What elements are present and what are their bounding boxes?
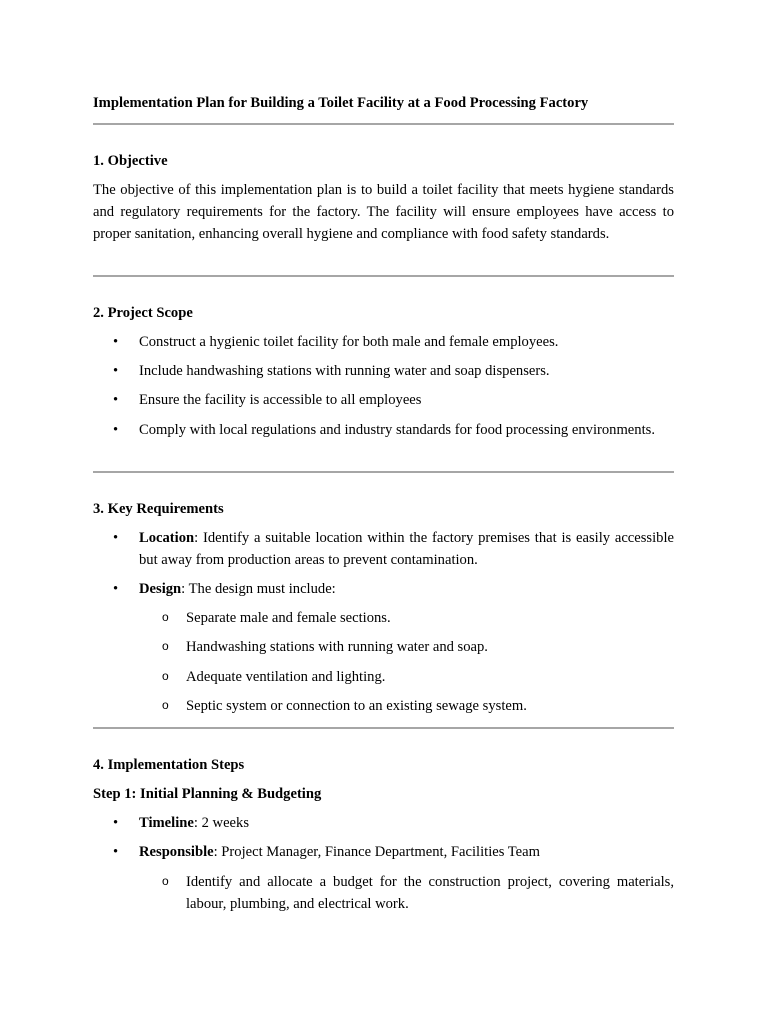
- bullet-icon: •: [113, 363, 119, 379]
- location-text: : Identify a suitable location within the factory premises that is easily accessible but away from production areas to prevent contamination.: [139, 530, 674, 568]
- sub-list-item-text: Handwashing stations with running water and soap.: [186, 639, 488, 655]
- list-item-text: [139, 841, 674, 863]
- bullet-icon: •: [113, 815, 119, 831]
- sub-bullet-icon: o: [162, 669, 169, 683]
- timeline-label: Timeline: [139, 815, 194, 831]
- list-item-text: [139, 812, 674, 834]
- bullet-icon: •: [113, 422, 119, 438]
- bullet-icon: •: [113, 334, 119, 350]
- objective-heading: 1. Objective: [93, 153, 168, 169]
- timeline-text: : 2 weeks: [193, 815, 249, 831]
- sub-bullet-icon: o: [162, 874, 169, 888]
- project-scope-heading: 2. Project Scope: [93, 305, 193, 321]
- design-text: : The design must include:: [181, 581, 336, 597]
- sub-list-item-text: Separate male and female sections.: [186, 610, 391, 626]
- list-item-text: Include handwashing stations with running water and soap dispensers.: [139, 363, 550, 379]
- responsible-text: : Project Manager, Finance Department, Facilities Team: [213, 844, 540, 860]
- list-item-text: [139, 578, 674, 600]
- design-label: Design: [139, 581, 182, 597]
- sub-bullet-icon: o: [162, 610, 169, 624]
- sub-list-item-text: Identify and allocate a budget for the construction project, covering materials, labour, plumbing, and electrical work.: [186, 874, 674, 912]
- implementation-steps-heading: 4. Implementation Steps: [93, 757, 245, 773]
- bullet-icon: •: [113, 581, 119, 597]
- divider: [93, 727, 674, 729]
- sub-list-item-text: Adequate ventilation and lighting.: [186, 669, 386, 685]
- divider: [93, 275, 674, 277]
- list-item-text: Construct a hygienic toilet facility for both male and female employees.: [139, 334, 559, 350]
- key-requirements-heading: 3. Key Requirements: [93, 501, 224, 517]
- sub-bullet-icon: o: [162, 639, 169, 653]
- bullet-icon: •: [113, 530, 119, 546]
- document-title: Implementation Plan for Building a Toilet Facility at a Food Processing Factory: [93, 95, 589, 111]
- divider: [93, 123, 674, 125]
- objective-paragraph: The objective of this implementation plan is to build a toilet facility that meets hygiene standards and regulatory requirements for the factory. The facility will ensure employees have access to proper sanitation, enhancing overall hygiene and compliance with food safety standards.: [93, 182, 674, 242]
- bullet-icon: •: [113, 844, 119, 860]
- sub-bullet-icon: o: [162, 698, 169, 712]
- bullet-icon: •: [113, 392, 119, 408]
- location-label: Location: [139, 530, 195, 546]
- sub-list-item-text: Septic system or connection to an existing sewage system.: [186, 698, 527, 714]
- list-item-text: Comply with local regulations and industry standards for food processing environments.: [139, 422, 655, 438]
- list-item-text: [139, 527, 674, 571]
- step1-heading: Step 1: Initial Planning & Budgeting: [93, 786, 322, 802]
- list-item-text: Ensure the facility is accessible to all employees: [139, 392, 422, 408]
- responsible-label: Responsible: [139, 844, 214, 860]
- divider: [93, 471, 674, 473]
